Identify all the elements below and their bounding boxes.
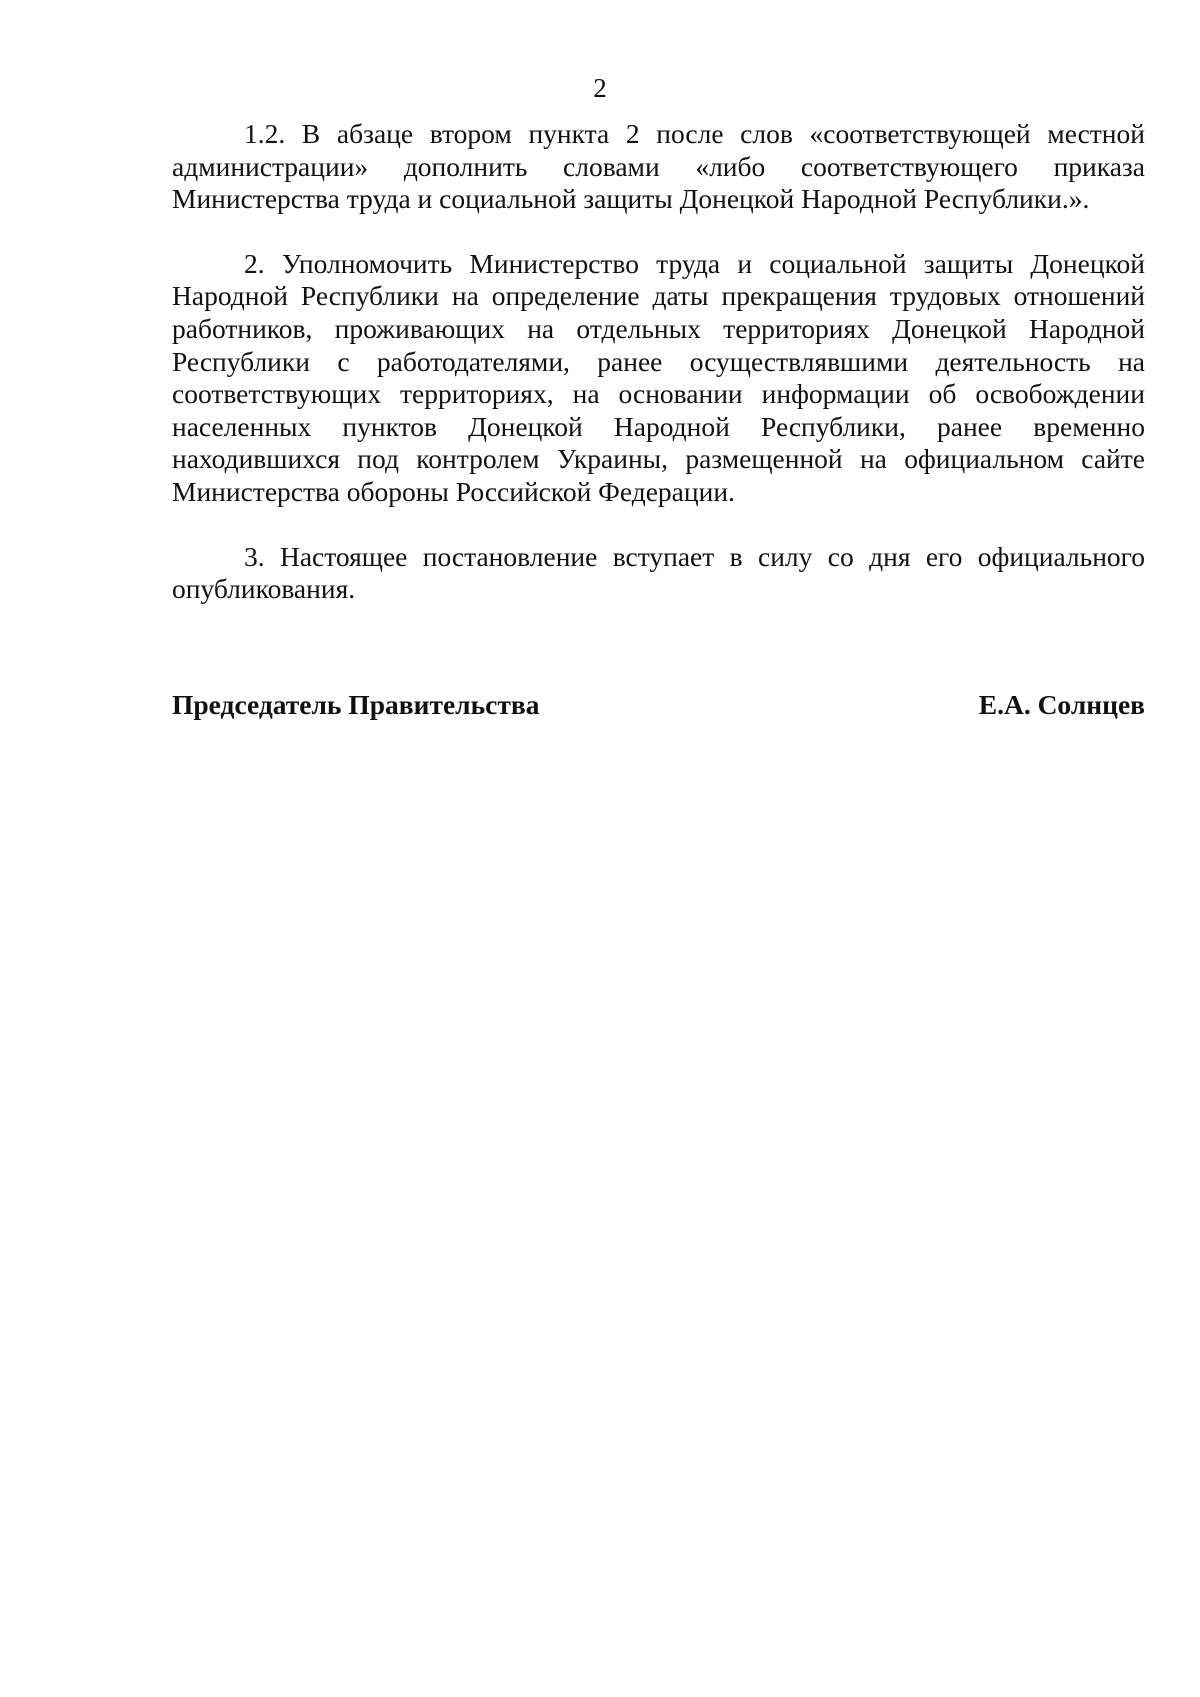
paragraph-1-2: 1.2. В абзаце втором пункта 2 после слов «соответствующей местной администрации» дополнить словами «либо соответствующего приказа Министерства труда и социальной защиты Донецкой Народной Республики.». [172,118,1145,215]
paragraph-2: 2. Уполномочить Министерство труда и социальной защиты Донецкой Народной Республики на определение даты прекращения трудовых отношений работников, проживающих на отдельных территориях Донецкой Народной Республики с работодателями, ранее осуществлявшими деятельность на соответствующих территориях, на основании информации об освобождении населенных пунктов Донецкой Народной Республики, ранее временно находившихся под контролем Украины, размещенной на официальном сайте Министерства обороны Российской Федерации. [172,247,1145,507]
page-number: 2 [593,73,607,103]
signatory-name: Е.А. Солнцев [978,689,1145,720]
signatory-position: Председатель Правительства [172,689,540,720]
document-body [172,118,1145,606]
signature-block [172,688,1145,722]
paragraph-3: 3. Настоящее постановление вступает в силу со дня его официального опубликования. [172,540,1145,605]
